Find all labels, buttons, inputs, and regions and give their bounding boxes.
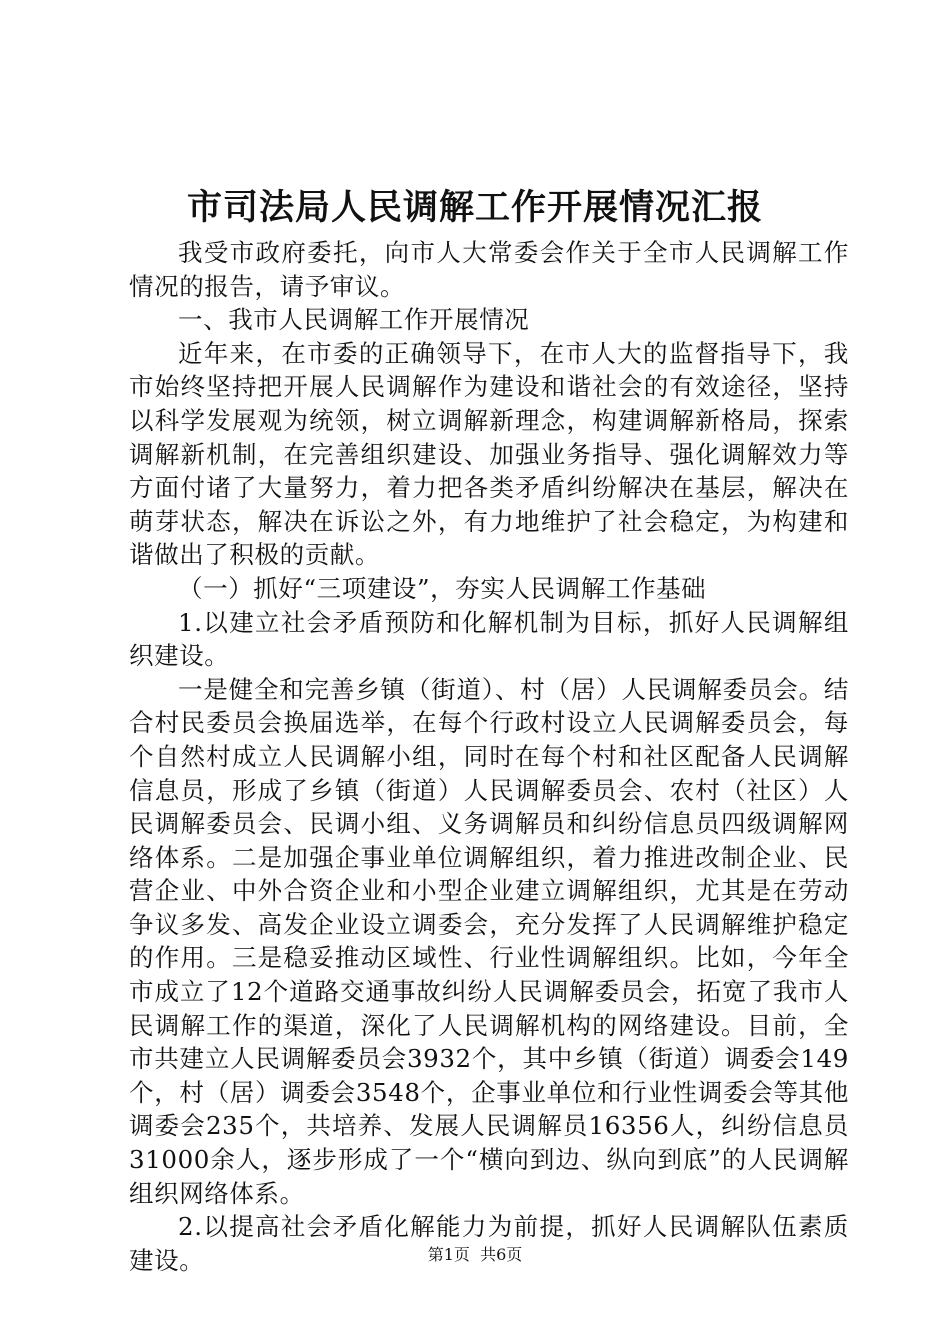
section-heading-1: 一、我市人民调解工作开展情况 [178,305,530,335]
document-title: 市司法局人民调解工作开展情况汇报 [186,187,763,228]
document-body [129,236,849,1277]
item-heading-2: 2.以提高社会矛盾化解能力为前提，抓好人民调解队伍素质建设。 [129,1212,849,1275]
subsection-heading-1: （一）抓好“三项建设”，夯实人民调解工作基础 [178,573,707,603]
paragraph-organization: 一是健全和完善乡镇（街道）、村（居）人民调解委员会。结合村民委员会换届选举，在每个行政村设立人民调解委员会，每个自然村成立人民调解小组，同时在每个村和社区配备人民调解信息员，形成了乡镇（街道）人民调解委员会、农村（社区）人民调解委员会、民调小组、义务调解员和纠纷信息员四级调解网络体系。二是加强企事业单位调解组织，着力推进改制企业、民营企业、中外合资企业和小型企业建立调解组织，尤其是在劳动争议多发、高发企业设立调委会，充分发挥了人民调解维护稳定的作用。三是稳妥推动区域性、行业性调解组织。比如，今年全市成立了12个道路交通事故纠纷人民调解委员会，拓宽了我市人民调解工作的渠道，深化了人民调解机构的网络建设。目前，全市共建立人民调解委员会3932个，其中乡镇（街道）调委会149个，村（居）调委会3548个，企事业单位和行业性调委会等其他调委会235个，共培养、发展人民调解员16356人，纠纷信息员31000余人，逐步形成了一个“横向到边、纵向到底”的人民调解组织网络体系。 [129,674,849,1208]
page-number: 第1页 [427,1245,470,1264]
paragraph-overview: 近年来，在市委的正确领导下，在市人大的监督指导下，我市始终坚持把开展人民调解作为建设和谐社会的有效途径，坚持以科学发展观为统领，树立调解新理念，构建调解新格局，探索调解新机制，在完善组织建设、加强业务指导、强化调解效力等方面付诸了大量努力，着力把各类矛盾纠纷解决在基层，解决在萌芽状态，解决在诉讼之外，有力地维护了社会稳定，为构建和谐做出了积极的贡献。 [129,338,849,570]
item-heading-1: 1.以建立社会矛盾预防和化解机制为目标，抓好人民调解组织建设。 [129,607,849,671]
footer-separator [470,1245,480,1264]
page-total: 共6页 [480,1245,523,1264]
page-footer [0,1244,950,1266]
paragraph-intro: 我受市政府委托，向市人大常委会作关于全市人民调解工作情况的报告，请予审议。 [129,238,849,301]
